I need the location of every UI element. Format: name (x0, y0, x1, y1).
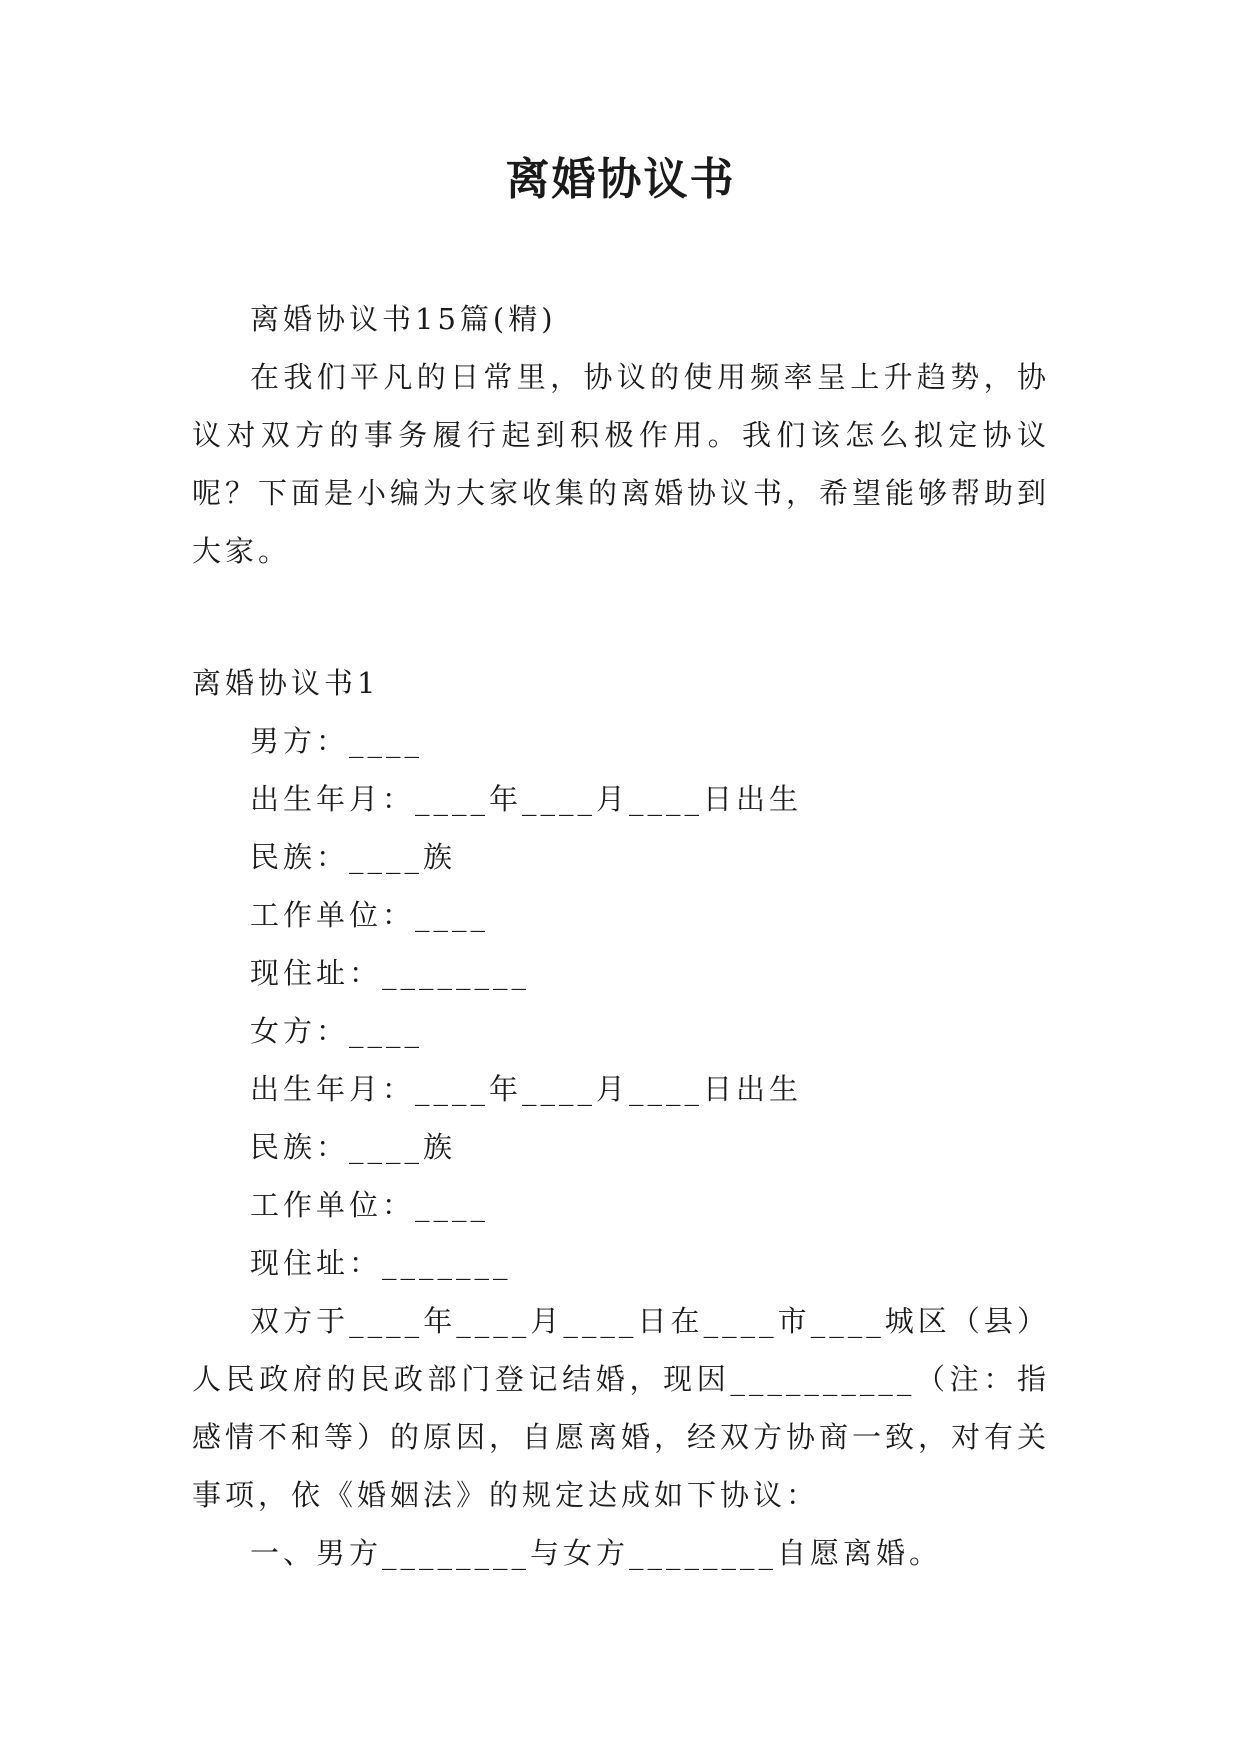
document-subtitle: 离婚协议书15篇(精) (250, 302, 557, 336)
clause-1: 一、男方________与女方________自愿离婚。 (250, 1536, 943, 1570)
female-address-line: 现住址：_______ (250, 1246, 512, 1280)
section-spacer (192, 580, 1050, 654)
female-birth-line: 出生年月：____年____月____日出生 (250, 1072, 803, 1106)
female-party-line: 女方：____ (250, 1014, 424, 1048)
document-title: 离婚协议书 (505, 154, 736, 205)
male-address-line: 现住址：________ (250, 956, 531, 990)
female-ethnicity-line: 民族：____族 (250, 1130, 457, 1164)
intro-paragraph: 在我们平凡的日常里，协议的使用频率呈上升趋势，协议对双方的事务履行起到积极作用。我们该怎么拟定协议呢？下面是小编为大家收集的离婚协议书，希望能够帮助到大家。 (192, 360, 1051, 568)
section-heading: 离婚协议书1 (192, 666, 380, 700)
male-party-line: 男方：____ (250, 724, 424, 758)
document-body (192, 290, 1050, 1582)
female-employer-line: 工作单位：____ (250, 1188, 490, 1222)
male-ethnicity-line: 民族：____族 (250, 840, 457, 874)
male-birth-line: 出生年月：____年____月____日出生 (250, 782, 803, 816)
marriage-paragraph: 双方于____年____月____日在____市____城区（县）人民政府的民政部门登记结婚，现因__________（注：指感情不和等）的原因，自愿离婚，经双方协商一致，对有关事项，依《婚姻法》的规定达成如下协议： (192, 1304, 1051, 1512)
male-employer-line: 工作单位：____ (250, 898, 490, 932)
